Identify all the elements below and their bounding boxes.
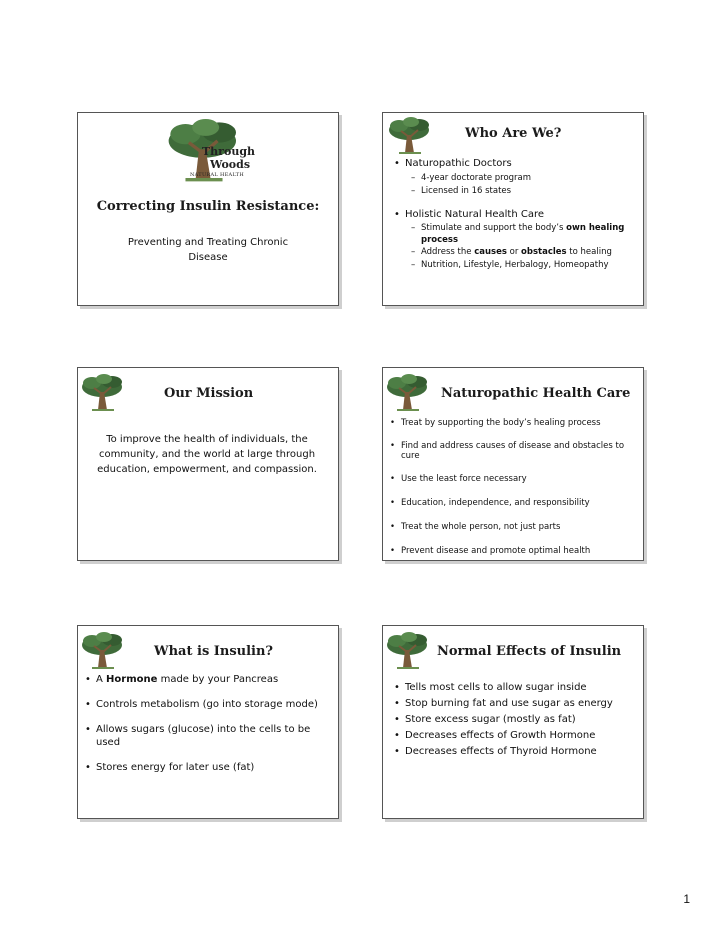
slide-heading: What is Insulin? — [154, 644, 274, 659]
mission-statement: To improve the health of individuals, the community, and the world at large through education, empowerment, and compassion. — [97, 434, 317, 475]
list-item: • Tells most cells to allow sugar inside — [393, 681, 639, 694]
tree-icon — [80, 374, 126, 412]
slide-heading: Normal Effects of Insulin — [437, 644, 622, 659]
slide-our-mission — [77, 367, 339, 561]
list-item: • Treat the whole person, not just parts — [389, 522, 641, 533]
list-item: • Stores energy for later use (fat) — [84, 761, 324, 774]
tree-icon — [385, 374, 431, 412]
list-item: • Find and address causes of disease and obstacles to cure — [389, 442, 641, 462]
logo-text-through: Through — [202, 145, 256, 158]
slide-who-are-we — [382, 112, 644, 306]
sub-item: – Address the causes or obstacles to healing — [411, 246, 639, 259]
tree-icon — [80, 632, 126, 670]
sub-item: – Stimulate and support the body’s own healing process — [411, 223, 639, 246]
list-item: • Controls metabolism (go into storage mode) — [84, 698, 324, 711]
list-item: • Decreases effects of Growth Hormone — [393, 729, 639, 742]
slide-heading: Naturopathic Health Care — [441, 386, 631, 401]
list-item: • Stop burning fat and use sugar as energy — [393, 697, 639, 710]
bullet-list — [393, 681, 639, 758]
list-item: • Decreases effects of Thyroid Hormone — [393, 745, 639, 758]
page-number: 1 — [683, 892, 690, 906]
sub-item: – Licensed in 16 states — [411, 185, 639, 198]
sub-item: – Nutrition, Lifestyle, Herbalogy, Homeopathy — [411, 259, 639, 272]
slide-subtitle: Preventing and Treating Chronic Disease — [127, 237, 289, 263]
logo-text-natural-health: NATURAL HEALTH — [190, 172, 244, 178]
list-item: • Use the least force necessary — [389, 474, 641, 485]
logo-text-woods: Woods — [210, 158, 251, 171]
bullet-list — [389, 418, 641, 557]
slide-what-is-insulin — [77, 625, 339, 819]
list-item: • Naturopathic Doctors – 4-year doctorate program – Licensed in 16 states — [393, 157, 639, 198]
sub-item: – 4-year doctorate program — [411, 172, 639, 185]
tree-icon — [385, 632, 431, 670]
list-item: • Treat by supporting the body’s healing process — [389, 418, 641, 429]
list-item: • Holistic Natural Health Care – Stimulate and support the body’s own healing process – Address the causes or obstacles to healing – Nutrition, Lifestyle, Herbalogy, Homeopathy — [393, 208, 639, 272]
tree-icon — [387, 117, 433, 155]
slide-heading: Correcting Insulin Resistance: — [96, 199, 320, 214]
bullet-list — [393, 157, 639, 273]
list-item: • A Hormone made by your Pancreas — [84, 673, 324, 686]
logo — [170, 119, 256, 183]
slide-normal-effects-of-insulin — [382, 625, 644, 819]
slide-heading: Our Mission — [164, 386, 254, 401]
slide-heading: Who Are We? — [465, 126, 562, 141]
list-item: • Store excess sugar (mostly as fat) — [393, 713, 639, 726]
list-item: • Prevent disease and promote optimal health — [389, 546, 641, 557]
list-item: • Allows sugars (glucose) into the cells to be used — [84, 723, 324, 749]
slide-title — [77, 112, 339, 306]
list-item: • Education, independence, and responsibility — [389, 498, 641, 509]
slide-naturopathic-health-care — [382, 367, 644, 561]
bullet-list — [84, 673, 324, 774]
